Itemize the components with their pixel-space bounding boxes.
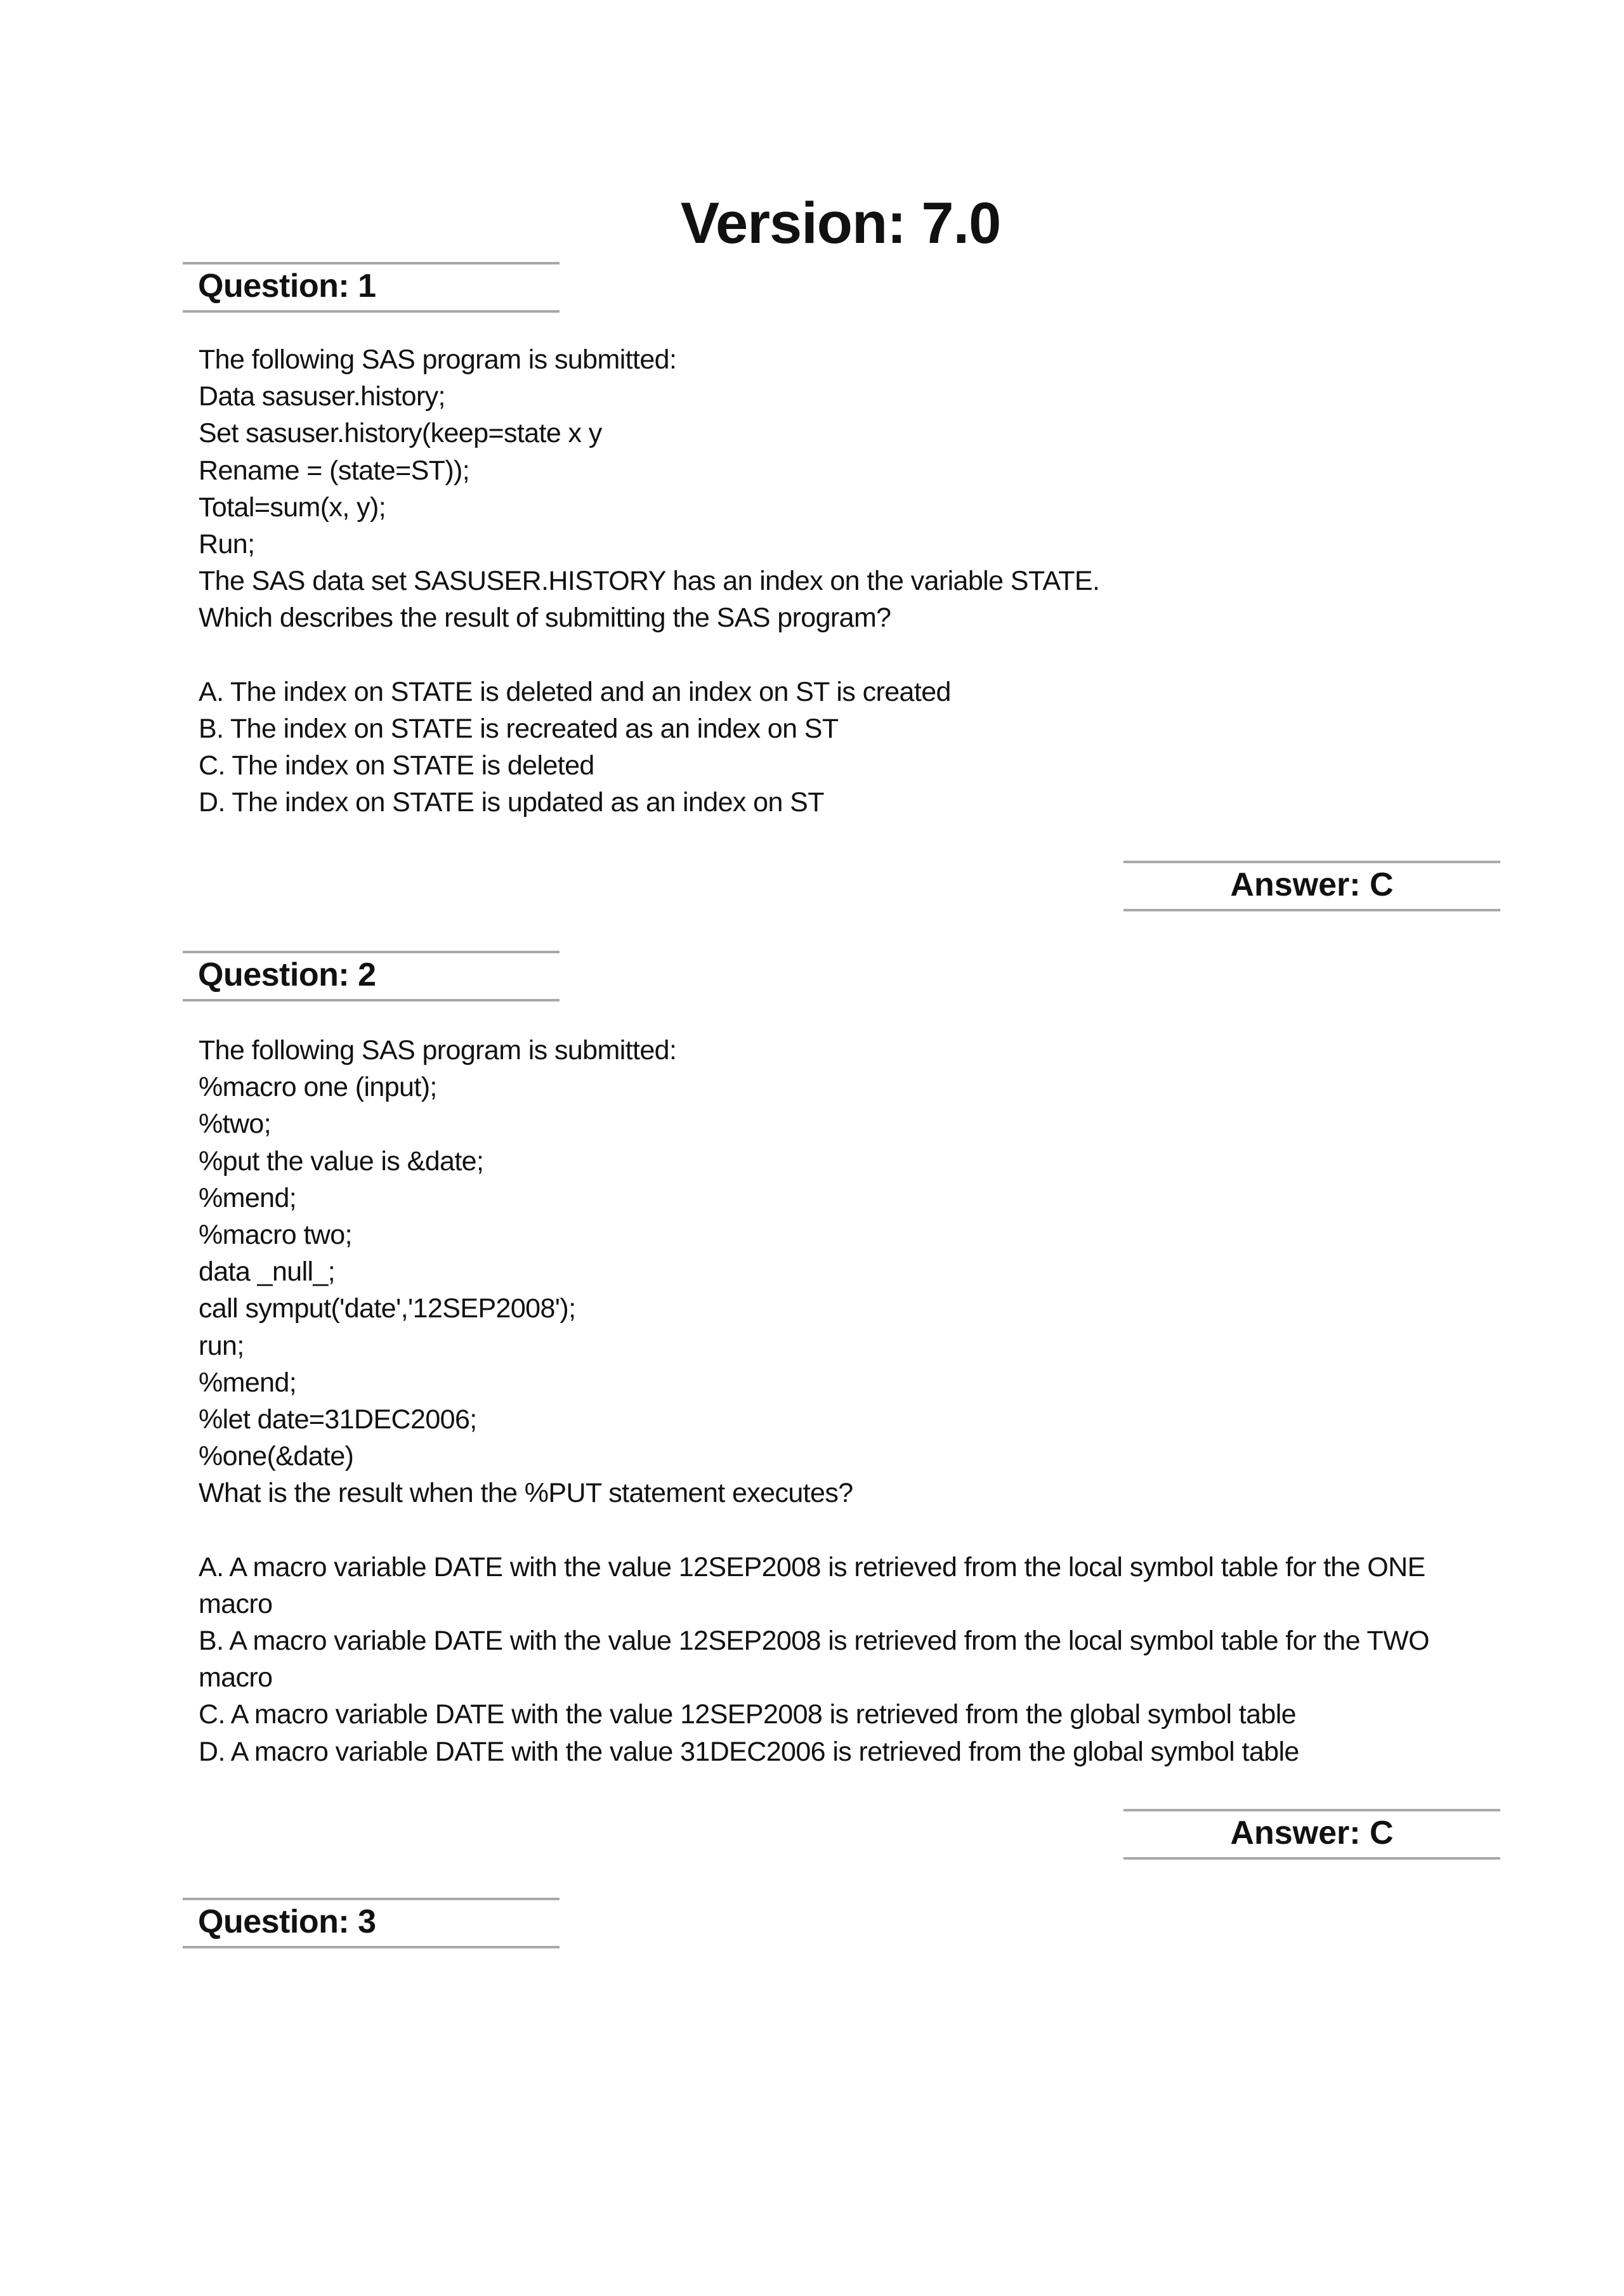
option-b: B. A macro variable DATE with the value 12SEP2008 is retrieved from the local symbol table for the TWO macro — [199, 1626, 1430, 1693]
code-line: Total=sum(x, y); — [199, 492, 386, 523]
answer-2-label: Answer: C — [1230, 1815, 1394, 1851]
code-line: %let date=31DEC2006; — [199, 1404, 477, 1435]
option-d: D. The index on STATE is updated as an index on ST — [199, 787, 824, 818]
answer-1-box — [1123, 861, 1500, 911]
answer-2-box — [1123, 1809, 1500, 1860]
option-a: A. The index on STATE is deleted and an index on ST is created — [199, 676, 951, 707]
answer-1-label: Answer: C — [1230, 866, 1394, 903]
code-line: %mend; — [199, 1182, 297, 1213]
option-b: B. The index on STATE is recreated as an index on ST — [199, 713, 839, 744]
code-line: Run; — [199, 528, 255, 559]
question-2-header — [183, 951, 560, 1001]
question-1-label: Question: 1 — [198, 268, 376, 304]
question-stem-line: The following SAS program is submitted: — [199, 1035, 677, 1066]
question-1-header — [183, 262, 560, 313]
code-line: %put the value is &date; — [199, 1145, 484, 1177]
code-line: %one(&date) — [199, 1441, 354, 1472]
code-line: Rename = (state=ST)); — [199, 455, 470, 486]
option-c: C. A macro variable DATE with the value 12SEP2008 is retrieved from the global symbol table — [199, 1699, 1296, 1730]
code-line: Data sasuser.history; — [199, 381, 445, 412]
code-line: Set sasuser.history(keep=state x y — [199, 418, 602, 449]
question-stem-line: The SAS data set SASUSER.HISTORY has an index on the variable STATE. — [199, 566, 1100, 597]
option-c: C. The index on STATE is deleted — [199, 750, 594, 781]
question-1-body — [199, 341, 1505, 821]
code-line: %two; — [199, 1109, 272, 1140]
code-line: %macro one (input); — [199, 1072, 437, 1103]
code-line: %mend; — [199, 1367, 297, 1398]
code-line: call symput('date','12SEP2008'); — [199, 1293, 576, 1324]
version-title: Version: 7.0 — [680, 191, 1001, 256]
question-3-header — [183, 1898, 560, 1948]
question-3-label: Question: 3 — [198, 1903, 376, 1940]
code-line: run; — [199, 1330, 244, 1361]
option-a: A. A macro variable DATE with the value 12SEP2008 is retrieved from the local symbol table for the ONE macro — [199, 1551, 1425, 1619]
code-line: data _null_; — [199, 1256, 336, 1288]
option-d: D. A macro variable DATE with the value 31DEC2006 is retrieved from the global symbol table — [199, 1736, 1299, 1767]
question-2-body — [199, 1032, 1505, 1770]
question-prompt: What is the result when the %PUT statement executes? — [199, 1478, 853, 1509]
code-line: %macro two; — [199, 1219, 352, 1250]
question-prompt: Which describes the result of submitting the SAS program? — [199, 603, 891, 634]
question-2-label: Question: 2 — [198, 956, 376, 993]
question-stem-line: The following SAS program is submitted: — [199, 344, 677, 375]
